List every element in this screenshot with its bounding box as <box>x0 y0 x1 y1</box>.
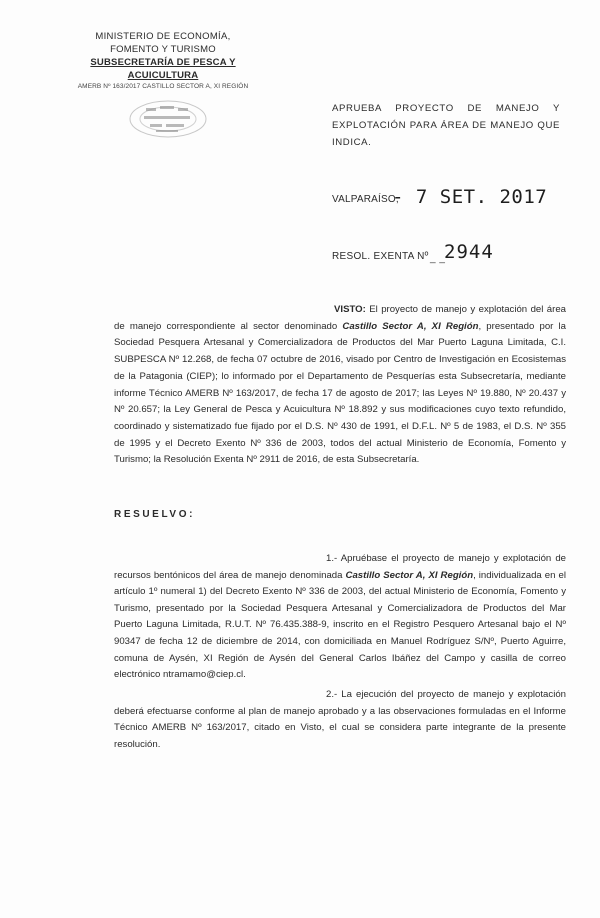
visto-paragraph <box>114 302 566 469</box>
item-1-text-b: , individualizada en el artículo 1º numeral 1) del Decreto Exento Nº 336 de 2003, del actual Ministerio de Economía, Fomento y Turismo, presentado por la Sociedad Pesquera Artesanal y Comercializadora de Productos del Mar Puerto Laguna Limitada, R.U.T. Nº 76.435.388-9, inscrito en el Registro Pesquero Artesanal bajo el Nº 90347 de fecha 12 de diciembre de 2014, con domiciliada en Manuel Rodríguez S/Nº, Puerto Aguirre, comuna de Aysén, XI Región de Aysén del General Carlos Ibáñez del Campo y casilla de correo electrónico ntramamo@ciep.cl. <box>114 569 566 681</box>
visto-label: VISTO: <box>334 304 366 315</box>
visto-text-b: , presentado por la Sociedad Pesquera Artesanal y Comercializadora de Productos del Mar Puerto Laguna Limitada, C.I. SUBPESCA Nº 12.268, de fecha 07 octubre de 2016, visado por Centro de Investigación en Ecosistemas de la Patagonia (CIEP); lo informado por el Departamento de Pesquerías esta Subsecretaría, mediante informe Técnico AMERB Nº 163/2017, de fecha 17 de agosto de 2017; las Leyes Nº 19.880, Nº 20.437 y Nº 20.657; la Ley General de Pesca y Acuicultura Nº 18.892 y sus modificaciones cuyo texto refundido, coordinado y sistematizado fue fijado por el D.S. Nº 430 de 1991, el D.F.L. Nº 5 de 1983, el D.S. Nº 355 de 1995 y el Decreto Exento Nº 336 de 2003, todos del actual Ministerio de Economía, Fomento y Turismo; la Resolución Exenta Nº 2911 de 2016, de esta Subsecretaría. <box>114 320 566 466</box>
resolution-item-2: 2.- La ejecución del proyecto de manejo y explotación deberá efectuarse conforme al plan de manejo aprobado y a las observaciones formuladas en el Informe Técnico AMERB Nº 163/2017, citado en Visto, el cual se considera parte integrante de la presente resolución. <box>114 689 566 750</box>
letterhead <box>58 30 268 92</box>
date-city: VALPARAÍSO, <box>332 194 399 205</box>
visto-text-a: El proyecto de manejo y explotación del área de manejo correspondiente al sector denominado <box>114 304 566 332</box>
date-line <box>332 186 572 210</box>
resolution-number-line <box>332 241 572 267</box>
ministry-line: MINISTERIO DE ECONOMÍA, <box>95 31 231 42</box>
resolution-subject: APRUEBA PROYECTO DE MANEJO Y EXPLOTACIÓN PARA ÁREA DE MANEJO QUE INDICA. <box>332 103 560 148</box>
resolution-label: RESOL. EXENTA Nº <box>332 251 429 262</box>
item-1-area-name: Castillo Sector A, XI Región <box>345 569 474 581</box>
resolution-item-1 <box>114 551 566 684</box>
reference-line: AMERB Nº 163/2017 CASTILLO SECTOR A, XI REGIÓN <box>77 83 249 90</box>
item-1-text-a: 1.- Apruébase el proyecto de manejo y explotación de recursos bentónicos del área de manejo denominada <box>114 553 566 581</box>
resuelvo-heading: RESUELVO: <box>114 509 195 520</box>
resolution-number: 2944 <box>444 241 494 263</box>
subsecretariat-line: SUBSECRETARÍA DE PESCA Y ACUICULTURA <box>90 57 236 81</box>
resolution-dashes: _ _ <box>430 253 446 264</box>
visto-area-name: Castillo Sector A, XI Región <box>342 320 479 332</box>
ministry-line-2: FOMENTO Y TURISMO <box>110 44 216 55</box>
date-stamp: - 7 SET. 2017 <box>392 186 548 208</box>
official-stamp-icon <box>118 96 218 142</box>
